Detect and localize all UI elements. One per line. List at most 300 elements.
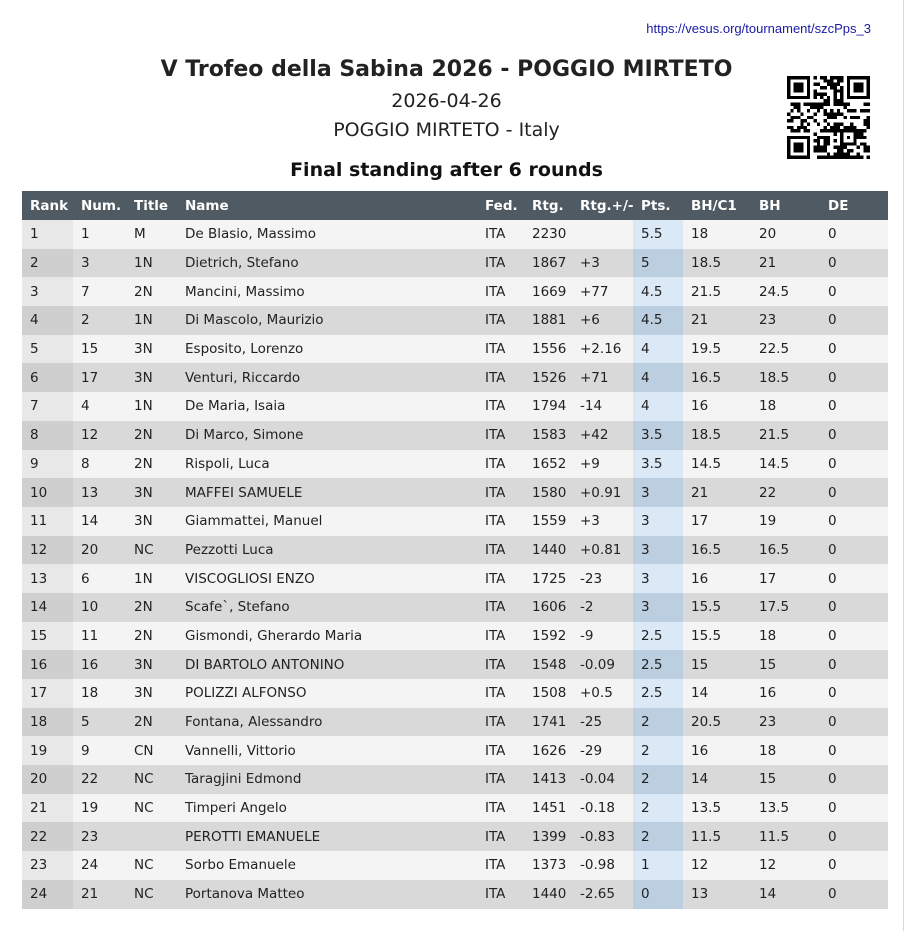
cell-num: 20: [73, 536, 126, 565]
table-row: [22, 851, 888, 880]
cell-num: 21: [73, 880, 126, 909]
cell-num: 23: [73, 822, 126, 851]
cell-rtg: 1559: [524, 507, 572, 536]
cell-name: Rispoli, Luca: [177, 450, 477, 479]
cell-rank: 1: [22, 220, 73, 249]
cell-bh: 22.5: [751, 335, 820, 364]
cell-num: 2: [73, 306, 126, 335]
cell-de: 0: [820, 564, 888, 593]
cell-bh-c1: 16.5: [683, 363, 751, 392]
cell-de: 0: [820, 392, 888, 421]
cell-bh-c1: 13: [683, 880, 751, 909]
tournament-place: POGGIO MIRTETO - Italy: [333, 119, 560, 141]
cell-rtg: 2230: [524, 220, 572, 249]
cell-bh: 23: [751, 708, 820, 737]
table-row: [22, 822, 888, 851]
table-row: [22, 220, 888, 249]
cell-name: Venturi, Riccardo: [177, 363, 477, 392]
cell-bh: 15: [751, 765, 820, 794]
cell-pts: 2.5: [633, 679, 683, 708]
cell-num: 6: [73, 564, 126, 593]
cell-pts: 2.5: [633, 622, 683, 651]
table-row: [22, 421, 888, 450]
cell-rtg: 1399: [524, 822, 572, 851]
cell-rtg-change: +71: [572, 363, 633, 392]
table-row: [22, 335, 888, 364]
cell-de: 0: [820, 450, 888, 479]
col-rank-header[interactable]: Rank: [22, 191, 73, 220]
table-row: [22, 736, 888, 765]
cell-title: 3N: [126, 650, 177, 679]
cell-rank: 12: [22, 536, 73, 565]
cell-rtg: 1881: [524, 306, 572, 335]
cell-title: 1N: [126, 306, 177, 335]
cell-rtg-change: -0.83: [572, 822, 633, 851]
col-de-header[interactable]: DE: [820, 191, 888, 220]
cell-rtg: 1725: [524, 564, 572, 593]
cell-pts: 4.5: [633, 277, 683, 306]
table-row: [22, 277, 888, 306]
cell-rtg-change: +0.81: [572, 536, 633, 565]
cell-bh-c1: 18.5: [683, 249, 751, 278]
cell-rtg: 1669: [524, 277, 572, 306]
cell-fed: ITA: [477, 880, 524, 909]
cell-title: CN: [126, 736, 177, 765]
cell-bh-c1: 21: [683, 306, 751, 335]
cell-title: 2N: [126, 622, 177, 651]
cell-rtg: 1626: [524, 736, 572, 765]
col-title-header[interactable]: Title: [126, 191, 177, 220]
cell-de: 0: [820, 220, 888, 249]
cell-rank: 9: [22, 450, 73, 479]
col-bh-header[interactable]: BH: [751, 191, 820, 220]
cell-title: NC: [126, 536, 177, 565]
standing-subtitle: Final standing after 6 rounds: [290, 159, 603, 181]
cell-rtg: 1741: [524, 708, 572, 737]
cell-fed: ITA: [477, 335, 524, 364]
cell-name: Sorbo Emanuele: [177, 851, 477, 880]
cell-num: 4: [73, 392, 126, 421]
cell-bh: 19: [751, 507, 820, 536]
col-fed-header[interactable]: Fed.: [477, 191, 524, 220]
tournament-link[interactable]: https://vesus.org/tournament/szcPps_3: [646, 21, 871, 36]
cell-de: 0: [820, 277, 888, 306]
cell-fed: ITA: [477, 478, 524, 507]
cell-rank: 7: [22, 392, 73, 421]
cell-bh-c1: 16: [683, 564, 751, 593]
cell-num: 24: [73, 851, 126, 880]
table-row: [22, 536, 888, 565]
cell-fed: ITA: [477, 536, 524, 565]
cell-bh: 21.5: [751, 421, 820, 450]
cell-rtg-change: +3: [572, 507, 633, 536]
cell-rtg-change: +42: [572, 421, 633, 450]
cell-bh: 20: [751, 220, 820, 249]
cell-rank: 23: [22, 851, 73, 880]
cell-de: 0: [820, 679, 888, 708]
cell-bh-c1: 16: [683, 392, 751, 421]
cell-num: 17: [73, 363, 126, 392]
cell-pts: 4: [633, 363, 683, 392]
cell-rank: 11: [22, 507, 73, 536]
cell-rank: 8: [22, 421, 73, 450]
cell-bh: 17: [751, 564, 820, 593]
cell-de: 0: [820, 736, 888, 765]
cell-rank: 20: [22, 765, 73, 794]
cell-de: 0: [820, 421, 888, 450]
cell-de: 0: [820, 851, 888, 880]
cell-pts: 2: [633, 736, 683, 765]
cell-rtg-change: -25: [572, 708, 633, 737]
table-row: [22, 507, 888, 536]
cell-de: 0: [820, 363, 888, 392]
cell-rtg: 1556: [524, 335, 572, 364]
cell-bh: 18.5: [751, 363, 820, 392]
cell-name: Portanova Matteo: [177, 880, 477, 909]
cell-rtg: 1548: [524, 650, 572, 679]
cell-rtg-change: +77: [572, 277, 633, 306]
standings-table: [22, 191, 888, 909]
cell-name: Timperi Angelo: [177, 794, 477, 823]
cell-bh-c1: 11.5: [683, 822, 751, 851]
cell-fed: ITA: [477, 650, 524, 679]
cell-title: 2N: [126, 450, 177, 479]
cell-rtg: 1580: [524, 478, 572, 507]
cell-name: MAFFEI SAMUELE: [177, 478, 477, 507]
cell-fed: ITA: [477, 277, 524, 306]
cell-title: 1N: [126, 564, 177, 593]
table-row: [22, 650, 888, 679]
standings-body: [22, 220, 888, 909]
cell-num: 12: [73, 421, 126, 450]
cell-num: 5: [73, 708, 126, 737]
table-row: [22, 392, 888, 421]
cell-bh-c1: 20.5: [683, 708, 751, 737]
cell-num: 10: [73, 593, 126, 622]
cell-name: Pezzotti Luca: [177, 536, 477, 565]
page-edge: [903, 0, 904, 931]
standings-header-row: [22, 191, 888, 220]
cell-pts: 4: [633, 392, 683, 421]
tournament-date: 2026-04-26: [391, 90, 502, 112]
cell-bh: 14: [751, 880, 820, 909]
cell-bh-c1: 15: [683, 650, 751, 679]
cell-bh: 18: [751, 392, 820, 421]
cell-rank: 24: [22, 880, 73, 909]
cell-rank: 6: [22, 363, 73, 392]
cell-rtg-change: +9: [572, 450, 633, 479]
cell-name: De Blasio, Massimo: [177, 220, 477, 249]
cell-pts: 3: [633, 564, 683, 593]
cell-rtg-change: -2.65: [572, 880, 633, 909]
cell-title: M: [126, 220, 177, 249]
table-row: [22, 249, 888, 278]
cell-name: Vannelli, Vittorio: [177, 736, 477, 765]
cell-rtg-change: +2.16: [572, 335, 633, 364]
cell-title: 2N: [126, 277, 177, 306]
table-row: [22, 564, 888, 593]
cell-bh: 15: [751, 650, 820, 679]
cell-de: 0: [820, 880, 888, 909]
cell-bh-c1: 16: [683, 736, 751, 765]
cell-bh-c1: 14.5: [683, 450, 751, 479]
cell-fed: ITA: [477, 564, 524, 593]
cell-name: POLIZZI ALFONSO: [177, 679, 477, 708]
cell-num: 18: [73, 679, 126, 708]
cell-rtg: 1440: [524, 536, 572, 565]
cell-title: NC: [126, 851, 177, 880]
cell-num: 11: [73, 622, 126, 651]
cell-bh: 13.5: [751, 794, 820, 823]
cell-title: 3N: [126, 478, 177, 507]
cell-rank: 14: [22, 593, 73, 622]
cell-bh: 17.5: [751, 593, 820, 622]
cell-name: Scafe`, Stefano: [177, 593, 477, 622]
cell-de: 0: [820, 249, 888, 278]
cell-rtg: 1606: [524, 593, 572, 622]
table-row: [22, 450, 888, 479]
cell-pts: 2.5: [633, 650, 683, 679]
cell-bh: 18: [751, 736, 820, 765]
cell-name: Mancini, Massimo: [177, 277, 477, 306]
cell-de: 0: [820, 593, 888, 622]
cell-fed: ITA: [477, 220, 524, 249]
cell-num: 15: [73, 335, 126, 364]
col-num-header[interactable]: Num.: [73, 191, 126, 220]
cell-fed: ITA: [477, 708, 524, 737]
cell-title: 1N: [126, 392, 177, 421]
cell-rtg: 1592: [524, 622, 572, 651]
cell-pts: 3: [633, 507, 683, 536]
cell-rtg-change: -0.98: [572, 851, 633, 880]
cell-bh-c1: 15.5: [683, 622, 751, 651]
cell-bh: 16.5: [751, 536, 820, 565]
cell-fed: ITA: [477, 679, 524, 708]
cell-rtg-change: +0.5: [572, 679, 633, 708]
cell-pts: 3.5: [633, 450, 683, 479]
cell-rtg-change: -2: [572, 593, 633, 622]
cell-title: 2N: [126, 421, 177, 450]
tournament-title: V Trofeo della Sabina 2026 - POGGIO MIRTETO: [160, 57, 733, 82]
cell-bh: 24.5: [751, 277, 820, 306]
cell-title: [126, 822, 177, 851]
cell-pts: 2: [633, 822, 683, 851]
cell-de: 0: [820, 536, 888, 565]
cell-bh: 16: [751, 679, 820, 708]
cell-name: Giammattei, Manuel: [177, 507, 477, 536]
cell-rtg-change: [572, 220, 633, 249]
cell-fed: ITA: [477, 851, 524, 880]
table-row: [22, 593, 888, 622]
cell-title: 3N: [126, 679, 177, 708]
cell-title: 2N: [126, 708, 177, 737]
cell-fed: ITA: [477, 450, 524, 479]
cell-de: 0: [820, 708, 888, 737]
cell-pts: 2: [633, 708, 683, 737]
cell-bh-c1: 19.5: [683, 335, 751, 364]
cell-pts: 3.5: [633, 421, 683, 450]
cell-fed: ITA: [477, 593, 524, 622]
cell-fed: ITA: [477, 421, 524, 450]
cell-rtg-change: -14: [572, 392, 633, 421]
cell-title: NC: [126, 794, 177, 823]
cell-bh: 23: [751, 306, 820, 335]
cell-title: 1N: [126, 249, 177, 278]
cell-title: NC: [126, 880, 177, 909]
cell-rank: 3: [22, 277, 73, 306]
qr-code-icon: [787, 76, 870, 159]
cell-rank: 17: [22, 679, 73, 708]
cell-rank: 10: [22, 478, 73, 507]
cell-bh-c1: 14: [683, 765, 751, 794]
cell-rtg: 1440: [524, 880, 572, 909]
cell-rtg: 1526: [524, 363, 572, 392]
cell-fed: ITA: [477, 622, 524, 651]
cell-rtg: 1867: [524, 249, 572, 278]
cell-de: 0: [820, 507, 888, 536]
cell-bh: 14.5: [751, 450, 820, 479]
cell-rank: 22: [22, 822, 73, 851]
cell-name: Fontana, Alessandro: [177, 708, 477, 737]
cell-title: 2N: [126, 593, 177, 622]
cell-title: 3N: [126, 507, 177, 536]
cell-bh-c1: 21.5: [683, 277, 751, 306]
cell-rtg: 1373: [524, 851, 572, 880]
cell-fed: ITA: [477, 822, 524, 851]
cell-rank: 16: [22, 650, 73, 679]
cell-bh-c1: 16.5: [683, 536, 751, 565]
cell-rtg-change: -0.04: [572, 765, 633, 794]
cell-pts: 5: [633, 249, 683, 278]
cell-rank: 4: [22, 306, 73, 335]
cell-bh-c1: 21: [683, 478, 751, 507]
cell-pts: 2: [633, 765, 683, 794]
cell-de: 0: [820, 478, 888, 507]
cell-title: NC: [126, 765, 177, 794]
cell-rank: 15: [22, 622, 73, 651]
cell-de: 0: [820, 335, 888, 364]
cell-fed: ITA: [477, 249, 524, 278]
cell-pts: 2: [633, 794, 683, 823]
cell-de: 0: [820, 650, 888, 679]
cell-rank: 18: [22, 708, 73, 737]
cell-num: 7: [73, 277, 126, 306]
cell-rtg-change: +6: [572, 306, 633, 335]
cell-de: 0: [820, 822, 888, 851]
cell-pts: 3: [633, 593, 683, 622]
cell-pts: 3: [633, 536, 683, 565]
cell-rtg-change: +0.91: [572, 478, 633, 507]
cell-num: 22: [73, 765, 126, 794]
cell-pts: 4: [633, 335, 683, 364]
cell-name: Taragjini Edmond: [177, 765, 477, 794]
cell-rank: 5: [22, 335, 73, 364]
cell-num: 3: [73, 249, 126, 278]
cell-rank: 21: [22, 794, 73, 823]
cell-pts: 4.5: [633, 306, 683, 335]
cell-fed: ITA: [477, 794, 524, 823]
cell-pts: 5.5: [633, 220, 683, 249]
cell-name: DI BARTOLO ANTONINO: [177, 650, 477, 679]
cell-num: 14: [73, 507, 126, 536]
cell-bh: 18: [751, 622, 820, 651]
cell-bh-c1: 15.5: [683, 593, 751, 622]
cell-name: Esposito, Lorenzo: [177, 335, 477, 364]
cell-num: 9: [73, 736, 126, 765]
cell-num: 19: [73, 794, 126, 823]
cell-rtg: 1652: [524, 450, 572, 479]
col-name-header[interactable]: Name: [177, 191, 477, 220]
cell-bh-c1: 13.5: [683, 794, 751, 823]
cell-bh-c1: 17: [683, 507, 751, 536]
cell-rtg: 1413: [524, 765, 572, 794]
cell-rtg: 1451: [524, 794, 572, 823]
cell-name: Di Mascolo, Maurizio: [177, 306, 477, 335]
cell-pts: 3: [633, 478, 683, 507]
cell-rtg-change: -9: [572, 622, 633, 651]
cell-de: 0: [820, 622, 888, 651]
cell-name: VISCOGLIOSI ENZO: [177, 564, 477, 593]
cell-pts: 0: [633, 880, 683, 909]
cell-rtg-change: -0.09: [572, 650, 633, 679]
cell-num: 8: [73, 450, 126, 479]
cell-name: De Maria, Isaia: [177, 392, 477, 421]
cell-bh-c1: 18.5: [683, 421, 751, 450]
table-row: [22, 794, 888, 823]
cell-bh-c1: 12: [683, 851, 751, 880]
cell-name: Gismondi, Gherardo Maria: [177, 622, 477, 651]
cell-rtg-change: -0.18: [572, 794, 633, 823]
cell-rank: 13: [22, 564, 73, 593]
table-row: [22, 622, 888, 651]
col-pts-header[interactable]: Pts.: [633, 191, 683, 220]
cell-name: Dietrich, Stefano: [177, 249, 477, 278]
cell-rtg: 1583: [524, 421, 572, 450]
table-row: [22, 708, 888, 737]
table-row: [22, 306, 888, 335]
cell-name: Di Marco, Simone: [177, 421, 477, 450]
cell-title: 3N: [126, 363, 177, 392]
cell-bh-c1: 14: [683, 679, 751, 708]
col-rtg-change-header[interactable]: Rtg.+/-: [572, 191, 633, 220]
table-row: [22, 363, 888, 392]
col-rtg-header[interactable]: Rtg.: [524, 191, 572, 220]
cell-num: 16: [73, 650, 126, 679]
cell-title: 3N: [126, 335, 177, 364]
cell-bh: 11.5: [751, 822, 820, 851]
cell-de: 0: [820, 794, 888, 823]
cell-rtg: 1508: [524, 679, 572, 708]
cell-rank: 19: [22, 736, 73, 765]
cell-pts: 1: [633, 851, 683, 880]
cell-fed: ITA: [477, 306, 524, 335]
cell-bh: 22: [751, 478, 820, 507]
cell-rtg-change: -29: [572, 736, 633, 765]
col-bhc1-header[interactable]: BH/C1: [683, 191, 751, 220]
cell-de: 0: [820, 765, 888, 794]
cell-bh: 21: [751, 249, 820, 278]
cell-fed: ITA: [477, 363, 524, 392]
cell-bh: 12: [751, 851, 820, 880]
cell-rank: 2: [22, 249, 73, 278]
cell-num: 1: [73, 220, 126, 249]
table-row: [22, 880, 888, 909]
cell-de: 0: [820, 306, 888, 335]
cell-fed: ITA: [477, 736, 524, 765]
cell-rtg: 1794: [524, 392, 572, 421]
cell-fed: ITA: [477, 392, 524, 421]
cell-num: 13: [73, 478, 126, 507]
